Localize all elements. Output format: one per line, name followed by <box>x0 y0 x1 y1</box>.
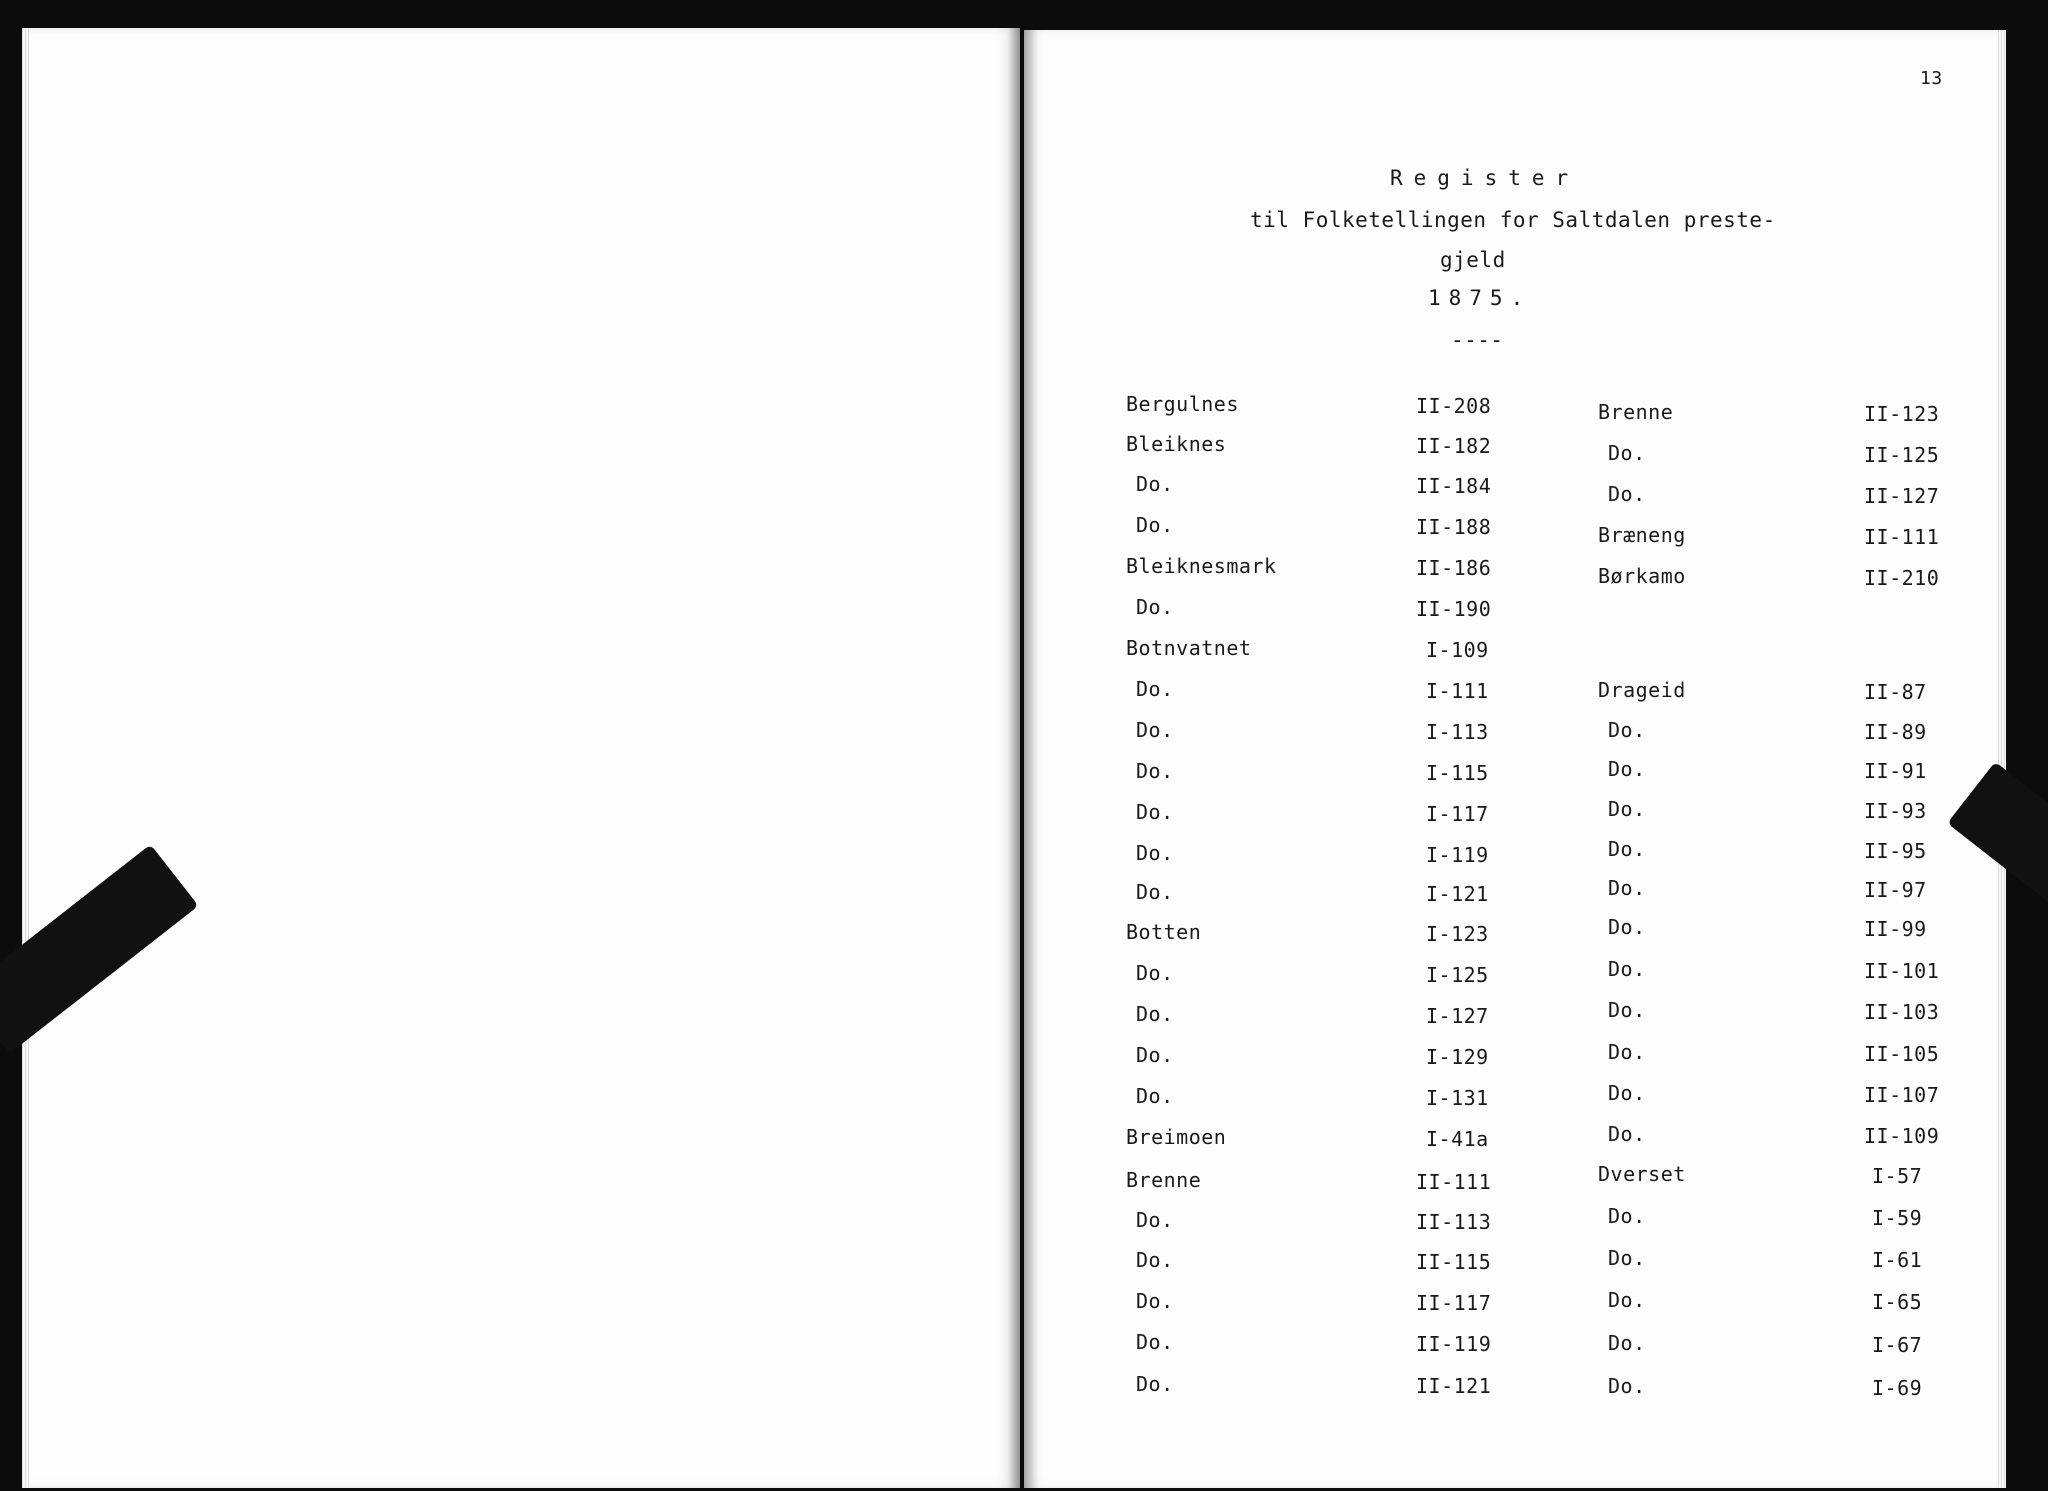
entry-place: Do. <box>1136 961 1174 985</box>
entry-place: Do. <box>1608 718 1646 742</box>
entry-place: Do. <box>1608 1040 1646 1064</box>
entry-reference: II-87 <box>1864 680 1927 704</box>
entry-reference: II-111 <box>1416 1170 1492 1194</box>
register-title: Register <box>1390 166 1580 190</box>
entry-reference: I-131 <box>1426 1086 1489 1110</box>
entry-place: Drageid <box>1598 678 1686 702</box>
entry-reference: II-182 <box>1416 434 1492 458</box>
entry-place: Do. <box>1136 759 1174 783</box>
entry-place: Brenne <box>1126 1168 1202 1192</box>
entry-reference: II-208 <box>1416 394 1492 418</box>
entry-place: Do. <box>1608 1288 1646 1312</box>
entry-reference: I-121 <box>1426 882 1489 906</box>
entry-place: Do. <box>1136 718 1174 742</box>
entry-place: Do. <box>1608 876 1646 900</box>
entry-place: Do. <box>1608 837 1646 861</box>
entry-reference: I-67 <box>1872 1333 1923 1357</box>
entry-reference: I-127 <box>1426 1004 1489 1028</box>
entry-place: Do. <box>1136 1372 1174 1396</box>
entry-reference: II-109 <box>1864 1124 1940 1148</box>
entry-place: Botten <box>1126 920 1202 944</box>
entry-place: Do. <box>1136 880 1174 904</box>
entry-place: Do. <box>1608 757 1646 781</box>
entry-place: Bræneng <box>1598 523 1686 547</box>
entry-place: Do. <box>1608 441 1646 465</box>
census-year: 1875. <box>1428 286 1532 310</box>
entry-place: Bergulnes <box>1126 392 1239 416</box>
entry-reference: II-184 <box>1416 474 1492 498</box>
entry-reference: I-109 <box>1426 638 1489 662</box>
entry-reference: II-95 <box>1864 839 1927 863</box>
entry-reference: II-91 <box>1864 759 1927 783</box>
entry-place: Do. <box>1608 797 1646 821</box>
entry-reference: II-117 <box>1416 1291 1492 1315</box>
entry-place: Do. <box>1608 1374 1646 1398</box>
entry-place: Do. <box>1608 1331 1646 1355</box>
entry-place: Brenne <box>1598 400 1674 424</box>
entry-place: Do. <box>1136 800 1174 824</box>
entry-place: Do. <box>1136 677 1174 701</box>
entry-reference: I-125 <box>1426 963 1489 987</box>
entry-reference: II-186 <box>1416 556 1492 580</box>
entry-reference: II-121 <box>1416 1374 1492 1398</box>
entry-reference: II-101 <box>1864 959 1940 983</box>
entry-reference: II-127 <box>1864 484 1940 508</box>
entry-reference: I-57 <box>1872 1164 1923 1188</box>
entry-place: Do. <box>1608 998 1646 1022</box>
entry-place: Do. <box>1136 1248 1174 1272</box>
entry-reference: II-125 <box>1864 443 1940 467</box>
entry-reference: II-111 <box>1864 525 1940 549</box>
entry-reference: I-117 <box>1426 802 1489 826</box>
entry-reference: I-113 <box>1426 720 1489 744</box>
entry-reference: II-190 <box>1416 597 1492 621</box>
entry-reference: I-123 <box>1426 922 1489 946</box>
entry-place: Do. <box>1608 915 1646 939</box>
entry-reference: I-119 <box>1426 843 1489 867</box>
register-subtitle: til Folketellingen for Saltdalen preste- <box>1250 208 1776 232</box>
entry-reference: II-123 <box>1864 402 1940 426</box>
entry-place: Do. <box>1136 472 1174 496</box>
register-subtitle-continuation: gjeld <box>1440 248 1506 272</box>
entry-reference: II-115 <box>1416 1250 1492 1274</box>
entry-reference: II-210 <box>1864 566 1940 590</box>
entry-place: Do. <box>1136 1084 1174 1108</box>
entry-place: Do. <box>1136 595 1174 619</box>
entry-place: Do. <box>1136 1330 1174 1354</box>
entry-reference: II-113 <box>1416 1210 1492 1234</box>
entry-reference: I-69 <box>1872 1376 1923 1400</box>
entry-reference: I-115 <box>1426 761 1489 785</box>
entry-reference: I-111 <box>1426 679 1489 703</box>
entry-place: Børkamo <box>1598 564 1686 588</box>
entry-place: Do. <box>1608 1122 1646 1146</box>
entry-place: Do. <box>1608 1081 1646 1105</box>
entry-reference: II-97 <box>1864 878 1927 902</box>
entry-reference: I-59 <box>1872 1206 1923 1230</box>
entry-reference: I-65 <box>1872 1290 1923 1314</box>
separator-dashes: ---- <box>1451 328 1504 352</box>
entry-reference: II-105 <box>1864 1042 1940 1066</box>
entry-place: Bleiknesmark <box>1126 554 1277 578</box>
entry-reference: II-107 <box>1864 1083 1940 1107</box>
entry-reference: II-103 <box>1864 1000 1940 1024</box>
entry-place: Bleiknes <box>1126 432 1227 456</box>
entry-place: Do. <box>1608 957 1646 981</box>
entry-reference: II-99 <box>1864 917 1927 941</box>
entry-place: Do. <box>1136 1289 1174 1313</box>
page-edge <box>22 28 30 1488</box>
entry-reference: II-89 <box>1864 720 1927 744</box>
book-spine <box>1008 28 1038 1488</box>
entry-place: Do. <box>1136 513 1174 537</box>
entry-place: Do. <box>1136 841 1174 865</box>
entry-place: Dverset <box>1598 1162 1686 1186</box>
left-page <box>22 28 1020 1488</box>
entry-reference: II-188 <box>1416 515 1492 539</box>
entry-place: Do. <box>1136 1002 1174 1026</box>
entry-reference: I-129 <box>1426 1045 1489 1069</box>
entry-place: Do. <box>1136 1208 1174 1232</box>
page-number: 13 <box>1920 68 1943 89</box>
entry-reference: II-119 <box>1416 1332 1492 1356</box>
entry-reference: II-93 <box>1864 799 1927 823</box>
entry-reference: I-61 <box>1872 1248 1923 1272</box>
entry-reference: I-41a <box>1426 1127 1489 1151</box>
entry-place: Breimoen <box>1126 1125 1227 1149</box>
entry-place: Do. <box>1608 1204 1646 1228</box>
entry-place: Do. <box>1608 482 1646 506</box>
entry-place: Do. <box>1608 1246 1646 1270</box>
entry-place: Botnvatnet <box>1126 636 1252 660</box>
entry-place: Do. <box>1136 1043 1174 1067</box>
page-edge <box>1998 30 2006 1488</box>
